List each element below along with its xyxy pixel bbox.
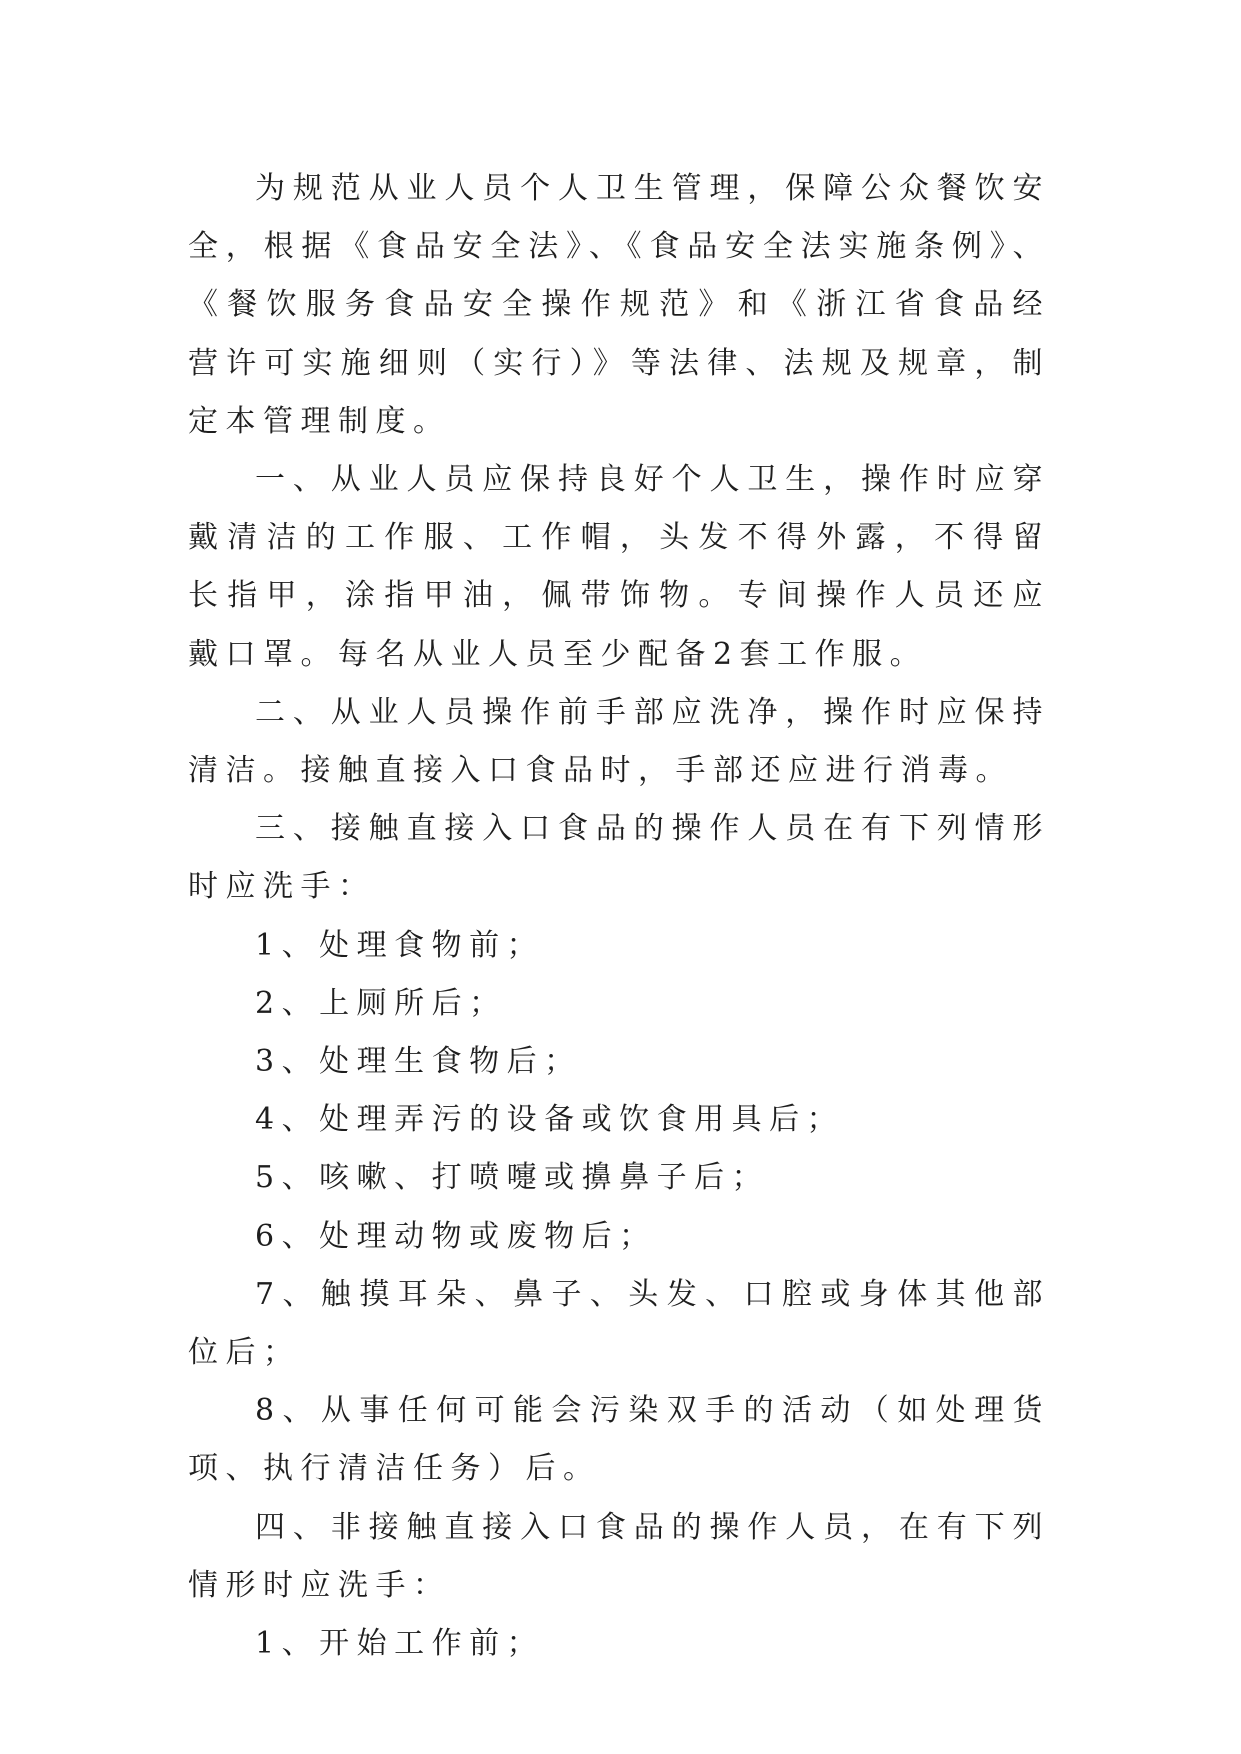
rule-3-item-7: 7、触摸耳朵、鼻子、头发、口腔或身体其他部位后； <box>188 1276 1050 1371</box>
rule-4-item-1: 1、开始工作前； <box>255 1626 545 1662</box>
rule-3-item-8: 8、从事任何可能会污染双手的活动（如处理货项、执行清洁任务）后。 <box>188 1393 1050 1487</box>
rule-2-paragraph: 二、从业人员操作前手部应洗净，操作时应保持清洁。接触直接入口食品时，手部还应进行消毒。 <box>188 694 1050 789</box>
rule-4-paragraph: 四、非接触直接入口食品的操作人员，在有下列情形时应洗手： <box>188 1509 1050 1603</box>
rule-3-item-6: 6、处理动物或废物后； <box>255 1218 657 1254</box>
rule-3-item-5: 5、咳嗽、打喷嚏或擤鼻子后； <box>255 1160 770 1196</box>
rule-3-item-4: 4、处理弄污的设备或饮食用具后； <box>255 1102 845 1138</box>
document-body <box>188 160 1050 1673</box>
rule-3-paragraph: 三、接触直接入口食品的操作人员在有下列情形时应洗手： <box>188 811 1050 905</box>
rule-3-item-2: 2、上厕所后； <box>255 985 507 1021</box>
intro-paragraph: 为规范从业人员个人卫生管理，保障公众餐饮安全，根据《食品安全法》、《食品安全法实施条例》、《餐饮服务食品安全操作规范》和《浙江省食品经营许可实施细则（实行）》等法律、法规及规章，制定本管理制度。 <box>188 171 1050 439</box>
rule-1-paragraph: 一、从业人员应保持良好个人卫生，操作时应穿戴清洁的工作服、工作帽，头发不得外露，不得留长指甲，涂指甲油，佩带饰物。专间操作人员还应戴口罩。每名从业人员至少配备2套工作服。 <box>188 462 1050 672</box>
rule-3-item-3: 3、处理生食物后； <box>255 1044 582 1080</box>
rule-3-item-1: 1、处理食物前； <box>255 927 545 963</box>
